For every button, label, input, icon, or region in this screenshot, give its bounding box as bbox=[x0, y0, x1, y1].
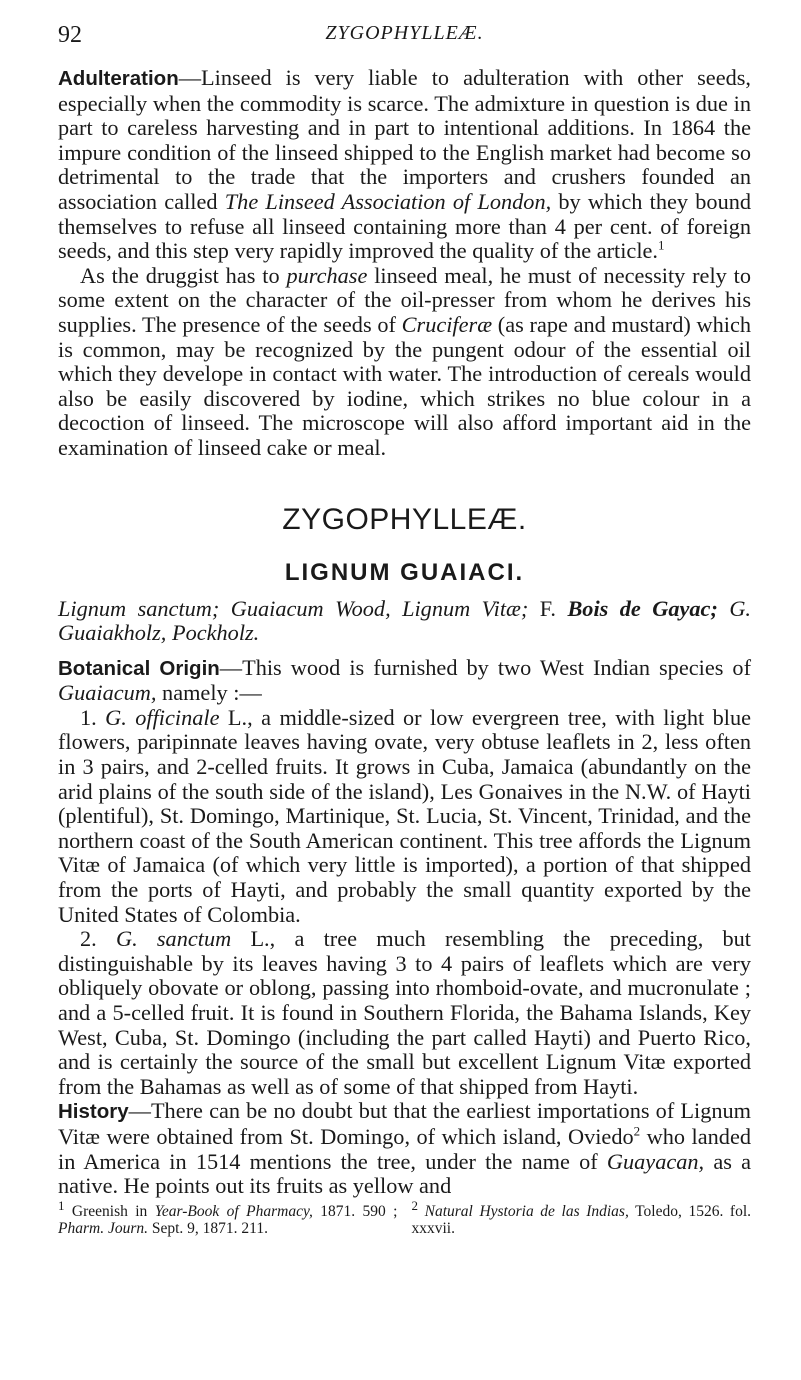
synonyms-french-abbr: F. bbox=[539, 595, 556, 621]
species-2-paragraph bbox=[58, 927, 751, 1099]
page-header bbox=[58, 22, 751, 52]
guaiacum-name: Guaiacum, bbox=[58, 680, 157, 706]
purchase-emphasis: purchase bbox=[286, 262, 368, 288]
species-1-text: L., a middle-sized or low evergreen tree, with light blue flowers, paripinnate leaves having ovate, very obtuse leaflets in 2, less often in 3 pairs, and 2-celled fruits. It grows in Cuba, Jamaica (abundantly on the arid plains of the south side of the island), Les Gonaives in the N.W. of Hayti (plentiful), St. Domingo, Martinique, St. Lucia, St. Vincent, Trinidad, and the northern coast of the South American continent. This tree affords the Lignum Vitæ of Jamaica (of which very little is imported), a portion of that shipped from the ports of Hayti, and probably the small quantity exported by the United States of Colombia. bbox=[58, 704, 752, 927]
footnotes bbox=[58, 1197, 752, 1238]
footnote-1-text-2: 1871. 590 ; bbox=[312, 1202, 398, 1220]
footnote-ref-1: 1 bbox=[658, 237, 665, 253]
footnote-ref-2: 2 bbox=[633, 1123, 641, 1139]
species-2-text: L., a tree much resembling the preceding, but distinguishable by its leaves having 3 to 4 pairs of leaflets which are very obliquely obovate or oblong, passing into rhomboid-ovate, and mucronulate ; and a 5-celled fruit. It is found in Southern Florida, the Bahama Islands, Key West, Cuba, St. Domingo (including the part called Hayti) and Puerto Rico, and is certainly the source of the small but excellent Lignum Vitæ exported from the Bahamas as well as of some of that shipped from Hayti. bbox=[58, 926, 751, 1099]
page-body bbox=[58, 66, 751, 1238]
history-text-1: —There can be no doubt but that the earliest importations of Lignum Vitæ were obtained from St. Domingo, of which island, Oviedo bbox=[58, 1098, 751, 1149]
species-1-paragraph bbox=[58, 706, 751, 927]
adulteration-heading: Adulteration bbox=[58, 67, 179, 90]
synonyms-german: G. Guaiakholz, Pockholz. bbox=[58, 595, 752, 646]
page-number: 92 bbox=[58, 22, 82, 48]
synonyms-line bbox=[58, 597, 751, 646]
cruciferae-name: Cruciferæ bbox=[401, 311, 493, 337]
history-text-3: as a native. He points out its fruits as yellow and bbox=[58, 1148, 752, 1199]
history-paragraph bbox=[58, 1099, 751, 1198]
druggist-text-2: linseed meal, he must of necessity rely to some extent on the character of the oil-presser from whom he derives his supplies. The presence of the seeds of bbox=[58, 262, 751, 337]
section-title: ZYGOPHYLLEÆ. bbox=[282, 502, 527, 536]
botanical-text-1: —This wood is furnished by two West Indian species of bbox=[219, 654, 751, 680]
footnote-1-source: Year-Book of Pharmacy, bbox=[154, 1202, 313, 1220]
species-2-number: 2. bbox=[80, 926, 116, 952]
footnote-1-journal: Pharm. Journ. bbox=[58, 1220, 148, 1238]
adulteration-paragraph bbox=[58, 66, 751, 264]
footnote-1-text-1: Greenish in bbox=[64, 1202, 155, 1220]
running-head: ZYGOPHYLLEÆ. bbox=[325, 22, 484, 44]
footnote-2-space bbox=[418, 1203, 425, 1220]
synonyms-bois-de-gayac: Bois de Gayac; bbox=[567, 595, 718, 621]
botanical-origin-heading: Botanical Origin bbox=[58, 656, 220, 680]
species-2-name: G. sanctum bbox=[115, 926, 232, 952]
history-text-2: who landed in America in 1514 mentions the tree, under the name of bbox=[58, 1123, 751, 1174]
adulteration-text-1: —Linseed is very liable to adulteration with other seeds, especially when the commodity is scarce. The admixture in question is due in part to careless harvesting and in part to intentional additions. In 1864 the impure condition of the linseed shipped to the English market had become so detrimental to the trade that the importers and crushers bbox=[58, 65, 751, 190]
synonyms-space bbox=[556, 596, 567, 621]
footnote-1-number: 1 bbox=[58, 1197, 65, 1213]
footnote-1-text-3: Sept. 9, 1871. 211. bbox=[147, 1220, 268, 1238]
species-1-name: G. officinale bbox=[105, 704, 220, 730]
adulteration-text-3: by which they bound themselves to refuse all linseed containing more than 4 per cent. of foreign seeds, and this step very rapidly improved the quality of the article. bbox=[58, 188, 752, 264]
guayacan-name: Guayacan, bbox=[606, 1148, 705, 1174]
drug-title: LIGNUM GUAIACI. bbox=[284, 558, 525, 586]
footnote-2-text: Toledo, 1526. fol. xxxvii. bbox=[411, 1202, 752, 1238]
linseed-association-title: The Linseed Association of London, bbox=[224, 188, 552, 214]
botanical-origin-paragraph bbox=[58, 656, 751, 706]
druggist-paragraph bbox=[58, 264, 751, 461]
footnote-2-source: Natural Hystoria de las Indias, bbox=[424, 1202, 629, 1220]
synonyms-text-1: Lignum sanctum; Guaiacum Wood, Lignum Vitæ; bbox=[58, 595, 540, 621]
footnote-2 bbox=[411, 1197, 752, 1238]
botanical-text-2: namely :— bbox=[156, 680, 262, 706]
species-1-number: 1. bbox=[80, 704, 106, 730]
footnote-2-number: 2 bbox=[411, 1197, 418, 1213]
history-heading: History bbox=[58, 1100, 129, 1124]
druggist-text-1: As the druggist has to bbox=[80, 262, 287, 288]
adulteration-text-2: founded an association called bbox=[58, 164, 751, 214]
footnote-1 bbox=[58, 1197, 398, 1238]
druggist-text-3: (as rape and mustard) which is common, may be recognized by the pungent odour of the essential oil which they develope in contact with water. The introduction of cereals would also be easily discovered by iodine, which strikes no blue colour in a decoction of linseed. The microscope will also afford important aid in the examination of linseed cake or meal. bbox=[58, 311, 751, 460]
